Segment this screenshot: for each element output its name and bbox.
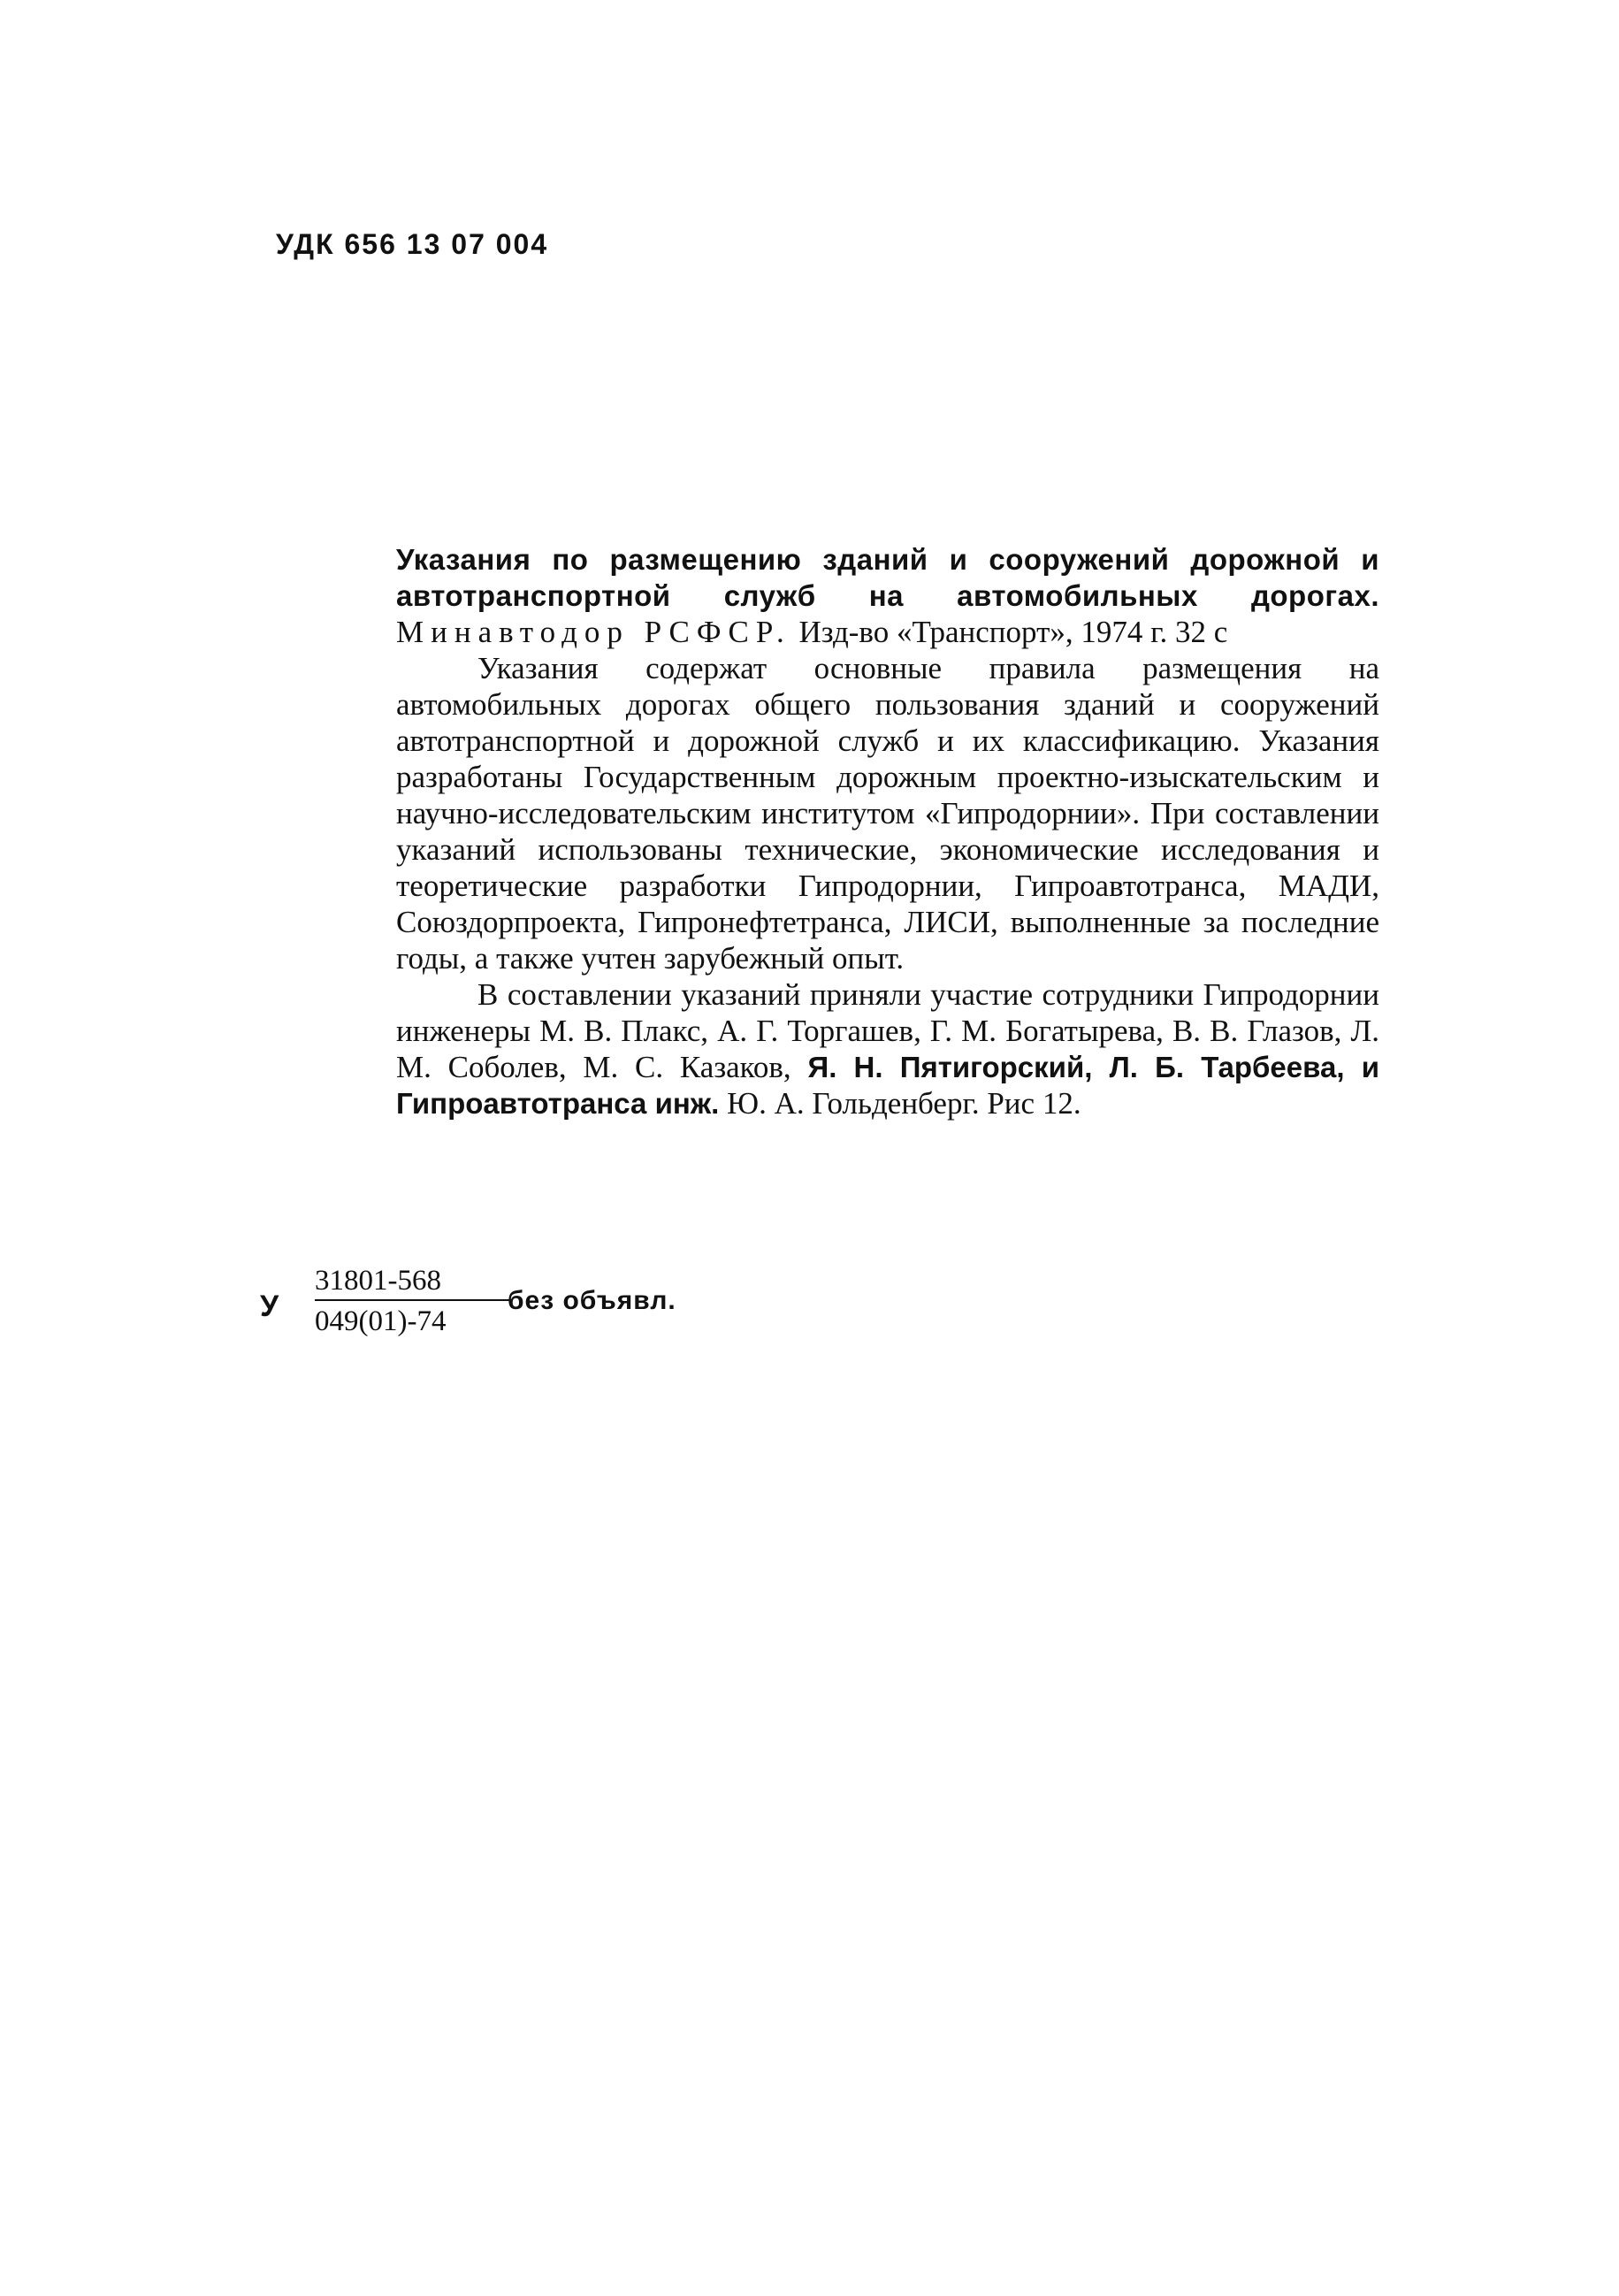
bibliographic-annotation — [396, 541, 1379, 1121]
annotation-paragraph-2 — [396, 976, 1379, 1121]
catalog-denominator: 049(01)-74 — [315, 1305, 447, 1337]
catalog-fraction — [315, 1263, 474, 1339]
contributors-tail: Ю. А. Гольденберг. Рис 12. — [719, 1086, 1081, 1121]
annotation-title-paragraph — [396, 541, 1379, 650]
contributors-bold: Я. Н. Пятигорский, Л. Б. Тарбеева, и Гипроавтотранса инж. — [396, 1051, 1379, 1120]
catalog-numerator: 31801-568 — [315, 1265, 441, 1297]
catalog-index — [260, 1263, 790, 1360]
catalog-note: без объявл. — [508, 1286, 676, 1315]
publisher-organization: Минавтодор РСФСР. — [396, 615, 791, 649]
annotation-paragraph-1: Указания содержат основные правила размещения на автомобильных дорогах общего пользования зданий и сооружений автотранспортной и дорожной служб и их классификацию. Указания разработаны Государственным дорожным проектно-изыскательским и научно-исследовательским институтом «Гипродорнии». При составлении указаний использованы технические, экономические исследования и теоретические разработки Гипродорнии, Гипроавтотранса, МАДИ, Союздорпроекта, Гипронефтетранса, ЛИСИ, выполненные за последние годы, а также учтен зарубежный опыт. — [396, 651, 1379, 976]
annotation-title: Указания по размещению зданий и сооружений дорожной и автотранспортной служб на автомобильных дорогах. — [396, 543, 1379, 612]
publisher-details: Изд-во «Транспорт», 1974 г. 32 с — [790, 615, 1228, 649]
catalog-index-letter: У — [260, 1290, 279, 1323]
udk-code: УДК 656 13 07 004 — [276, 228, 549, 260]
contributors-lead: В составлении указаний приняли участие сотрудники Гипродорнии инженеры М. В. Плакс, А. Г. Торгашев, Г. М. Богатырева, В. В. Глазов, Л. М. Соболев, М. С. Казаков, — [396, 977, 1379, 1084]
fraction-line — [315, 1299, 511, 1301]
